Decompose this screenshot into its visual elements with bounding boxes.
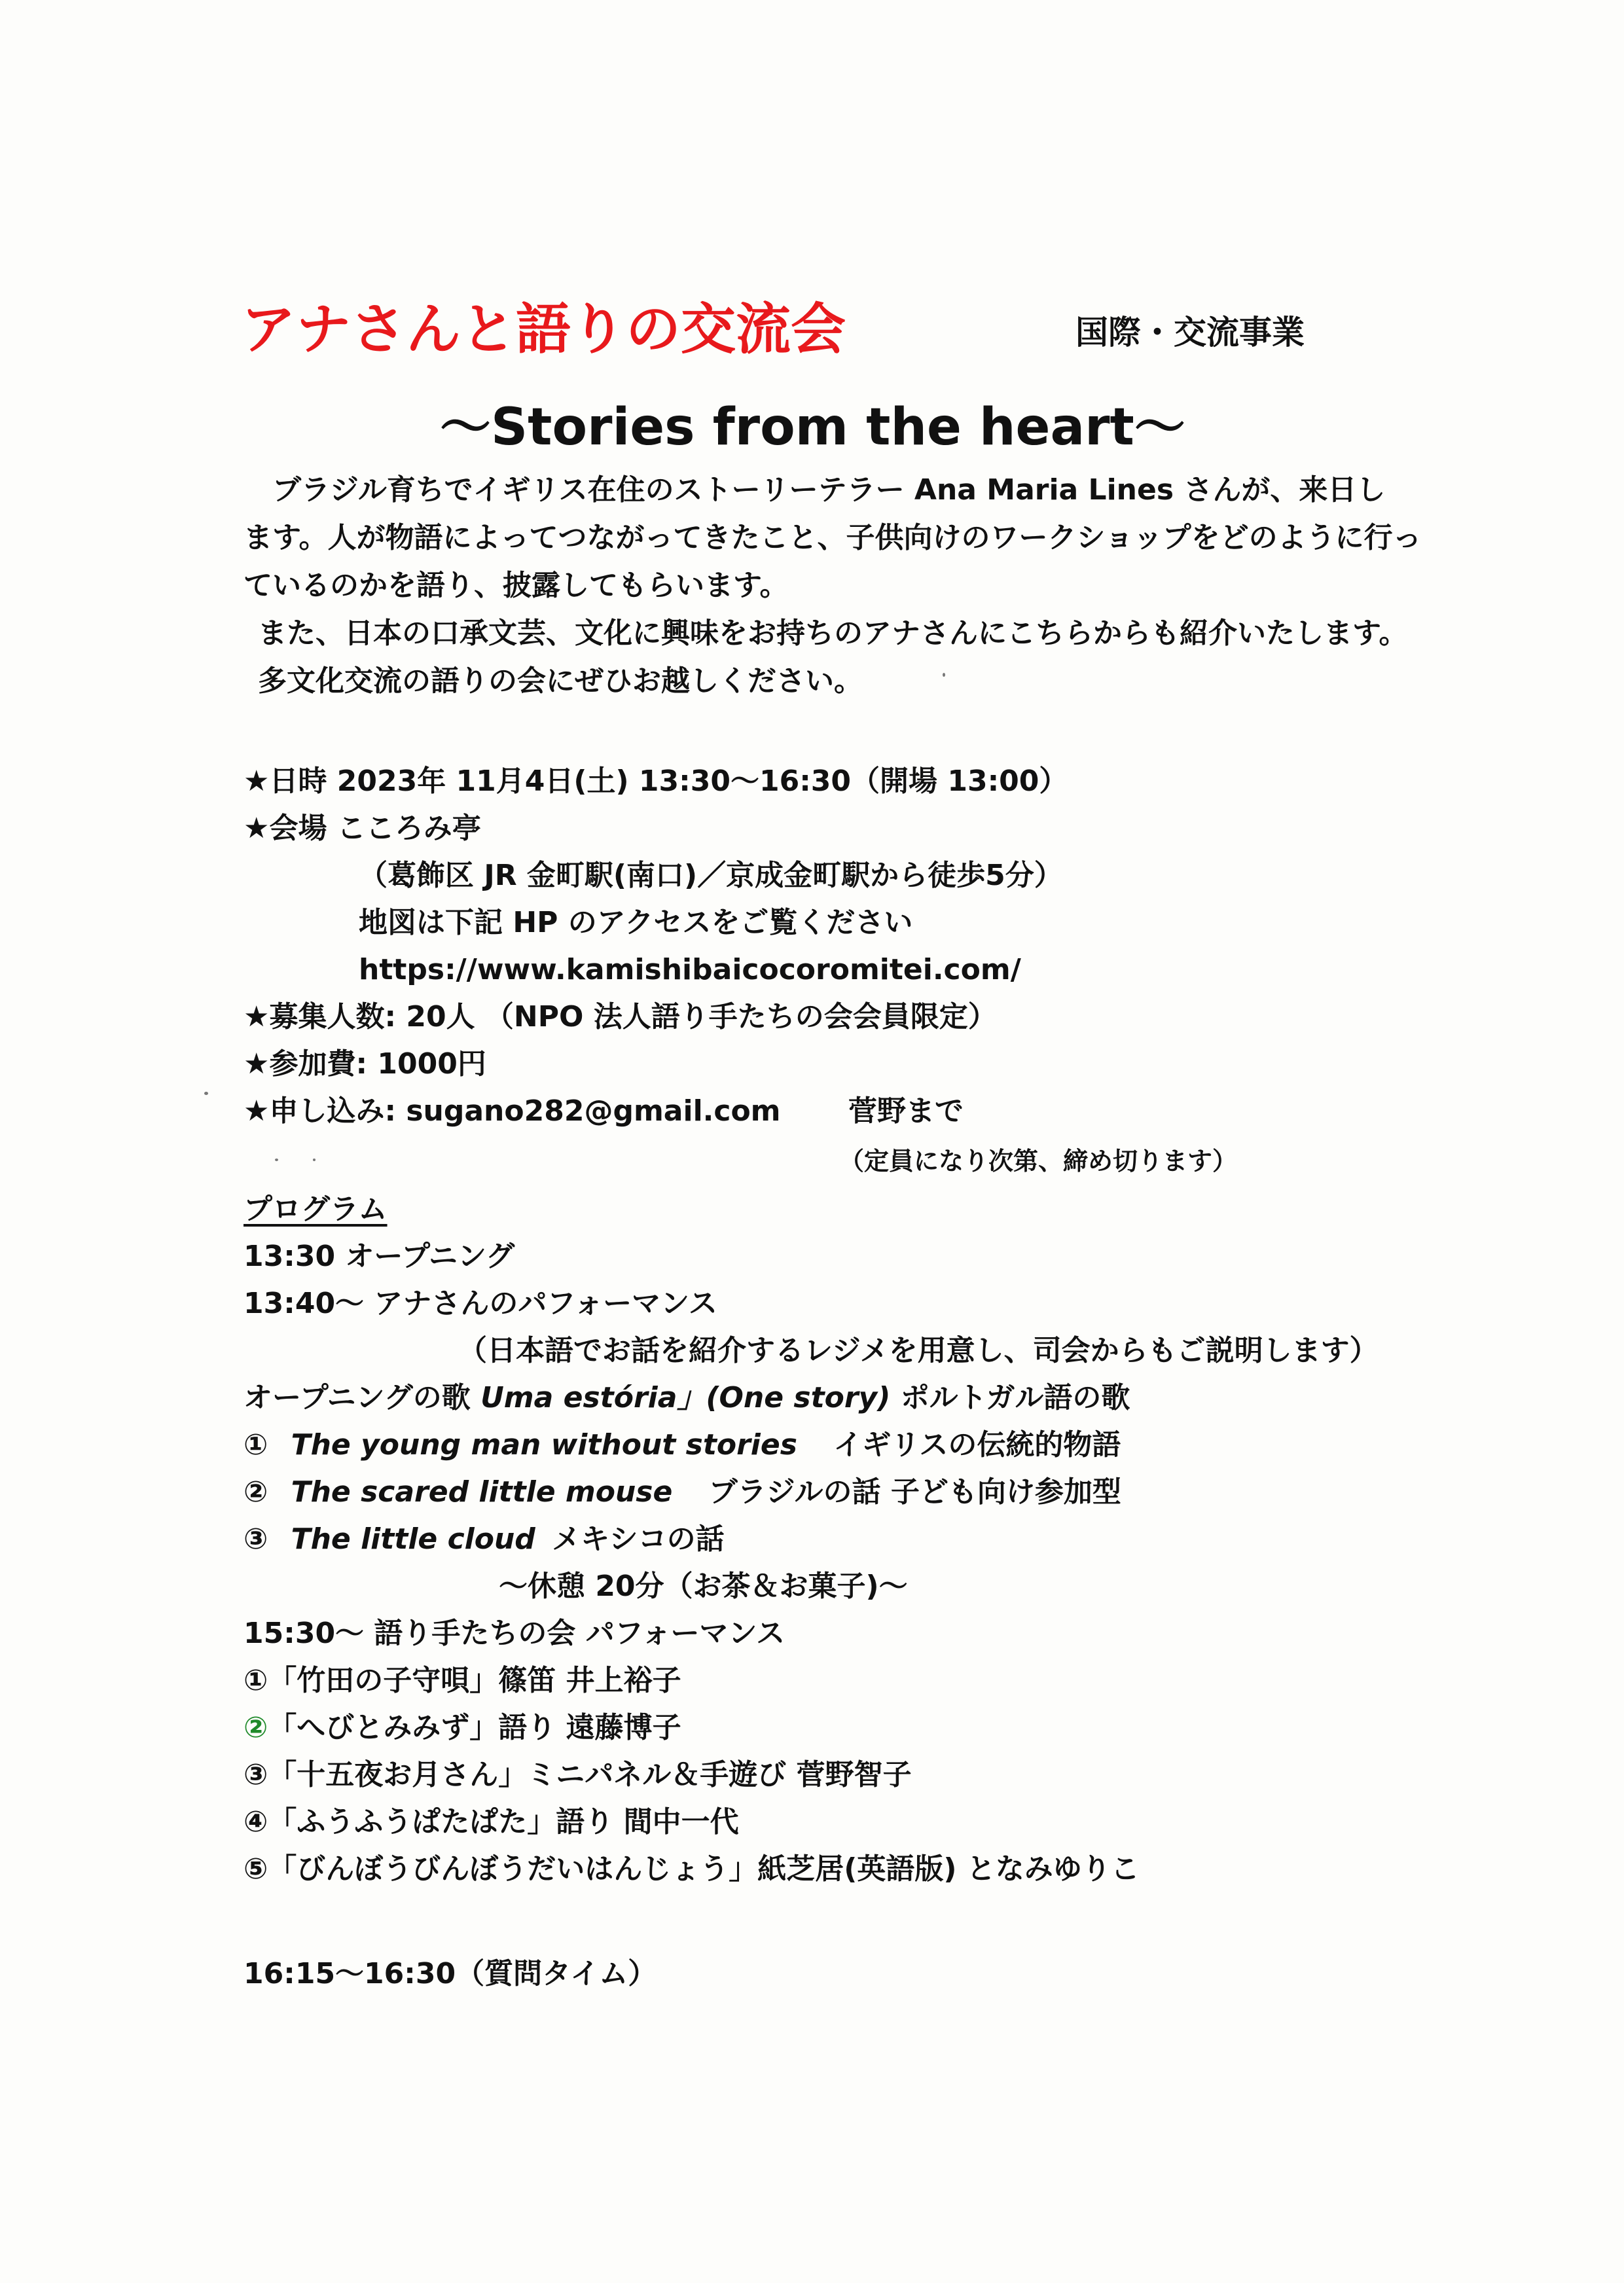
category-label: 国際・交流事業 bbox=[1075, 314, 1305, 351]
scan-speck bbox=[943, 673, 945, 677]
event-datetime: ★日時 2023年 11月4日(土) 13:30～16:30（開場 13:00） bbox=[244, 764, 1068, 798]
scan-speck bbox=[313, 1159, 316, 1161]
opening-song bbox=[244, 1375, 1130, 1422]
opening-song-suffix: ポルトガル語の歌 bbox=[900, 1381, 1130, 1414]
apply-email[interactable]: ★申し込み: sugano282@gmail.com bbox=[244, 1094, 781, 1128]
item-number: ① bbox=[244, 1428, 268, 1462]
story-description: イギリスの伝統的物語 bbox=[833, 1428, 1121, 1462]
scan-speck bbox=[204, 1092, 208, 1095]
program-heading: プログラム bbox=[244, 1193, 388, 1226]
intro-line: ているのかを語り、披露してもらいます。 bbox=[244, 569, 789, 602]
intro-line: また、日本の口承文芸、文化に興味をお持ちのアナさんにこちらからも紹介いたします。 bbox=[258, 617, 1408, 650]
opening-song-prefix: オープニングの歌 bbox=[244, 1381, 471, 1414]
intro-line: ます。人が物語によってつながってきたこと、子供向けのワークショップをどのように行っ bbox=[244, 521, 1422, 554]
group-item bbox=[244, 1799, 739, 1846]
venue-url[interactable]: https://www.kamishibaicocoromitei.com/ bbox=[359, 953, 1021, 986]
page-title: アナさんと語りの交流会 bbox=[241, 297, 846, 361]
group-item bbox=[244, 1846, 1140, 1893]
apply-contact: 菅野まで bbox=[848, 1094, 964, 1128]
ana-item bbox=[244, 1469, 1121, 1516]
item-text: 「びんぼうびんぼうだいはんじょう」紙芝居(英語版) となみゆりこ bbox=[268, 1852, 1140, 1886]
item-number: ① bbox=[244, 1664, 268, 1697]
event-capacity: ★募集人数: 20人 （NPO 法人語り手たちの会会員限定） bbox=[244, 1000, 997, 1034]
program-ana-note: （日本語でお話を紹介するレジメを用意し、司会からもご説明します） bbox=[458, 1334, 1379, 1367]
intro-line: 多文化交流の語りの会にぜひお越しください。 bbox=[258, 664, 863, 698]
scan-speck bbox=[275, 1159, 278, 1161]
program-ana-time: 13:40～ アナさんのパフォーマンス bbox=[244, 1287, 717, 1320]
venue-map-note: 地図は下記 HP のアクセスをご覧ください bbox=[359, 906, 913, 939]
story-title: The scared little mouse bbox=[291, 1475, 673, 1509]
item-number: ④ bbox=[244, 1805, 268, 1839]
subtitle: ～Stories from the heart～ bbox=[440, 398, 1185, 457]
apply-note: （定員になり次第、締め切ります） bbox=[839, 1147, 1238, 1176]
opening-song-title: Uma estória」(One story) bbox=[480, 1381, 891, 1414]
item-text: 「へびとみみず」語り 遠藤博子 bbox=[268, 1711, 681, 1744]
intro-line: ブラジル育ちでイギリス在住のストーリーテラー Ana Maria Lines さんが、来日し bbox=[272, 473, 1386, 507]
ana-item bbox=[244, 1422, 1121, 1469]
item-number: ③ bbox=[244, 1758, 268, 1791]
event-fee: ★参加費: 1000円 bbox=[244, 1047, 486, 1081]
item-text: 「竹田の子守唄」篠笛 井上裕子 bbox=[268, 1664, 681, 1697]
program-opening: 13:30 オープニング bbox=[244, 1240, 515, 1273]
story-title: The little cloud bbox=[291, 1522, 535, 1556]
item-number: ② bbox=[244, 1711, 268, 1744]
intro-paragraph bbox=[244, 466, 1422, 705]
group-item bbox=[244, 1704, 681, 1752]
ana-item bbox=[244, 1516, 725, 1563]
group-performance-time: 15:30～ 語り手たちの会 パフォーマンス bbox=[244, 1617, 785, 1650]
item-text: 「十五夜お月さん」ミニパネル＆手遊び 菅野智子 bbox=[268, 1758, 912, 1791]
qa-time: 16:15～16:30（質問タイム） bbox=[244, 1957, 657, 1990]
event-venue: ★会場 こころみ亭 bbox=[244, 812, 481, 845]
venue-access: （葛飾区 JR 金町駅(南口)／京成金町駅から徒歩5分） bbox=[359, 859, 1063, 892]
item-text: 「ふうふうぱたぱた」語り 間中一代 bbox=[268, 1805, 739, 1839]
item-number: ⑤ bbox=[244, 1852, 268, 1886]
item-number: ③ bbox=[244, 1522, 268, 1556]
story-description: メキシコの話 bbox=[552, 1522, 725, 1556]
story-description: ブラジルの話 子ども向け参加型 bbox=[708, 1475, 1121, 1509]
group-item bbox=[244, 1752, 912, 1799]
group-item bbox=[244, 1657, 681, 1704]
break-line: ～休憩 20分（お茶＆お菓子)～ bbox=[499, 1570, 908, 1603]
story-title: The young man without stories bbox=[291, 1428, 797, 1462]
item-number: ② bbox=[244, 1475, 268, 1509]
